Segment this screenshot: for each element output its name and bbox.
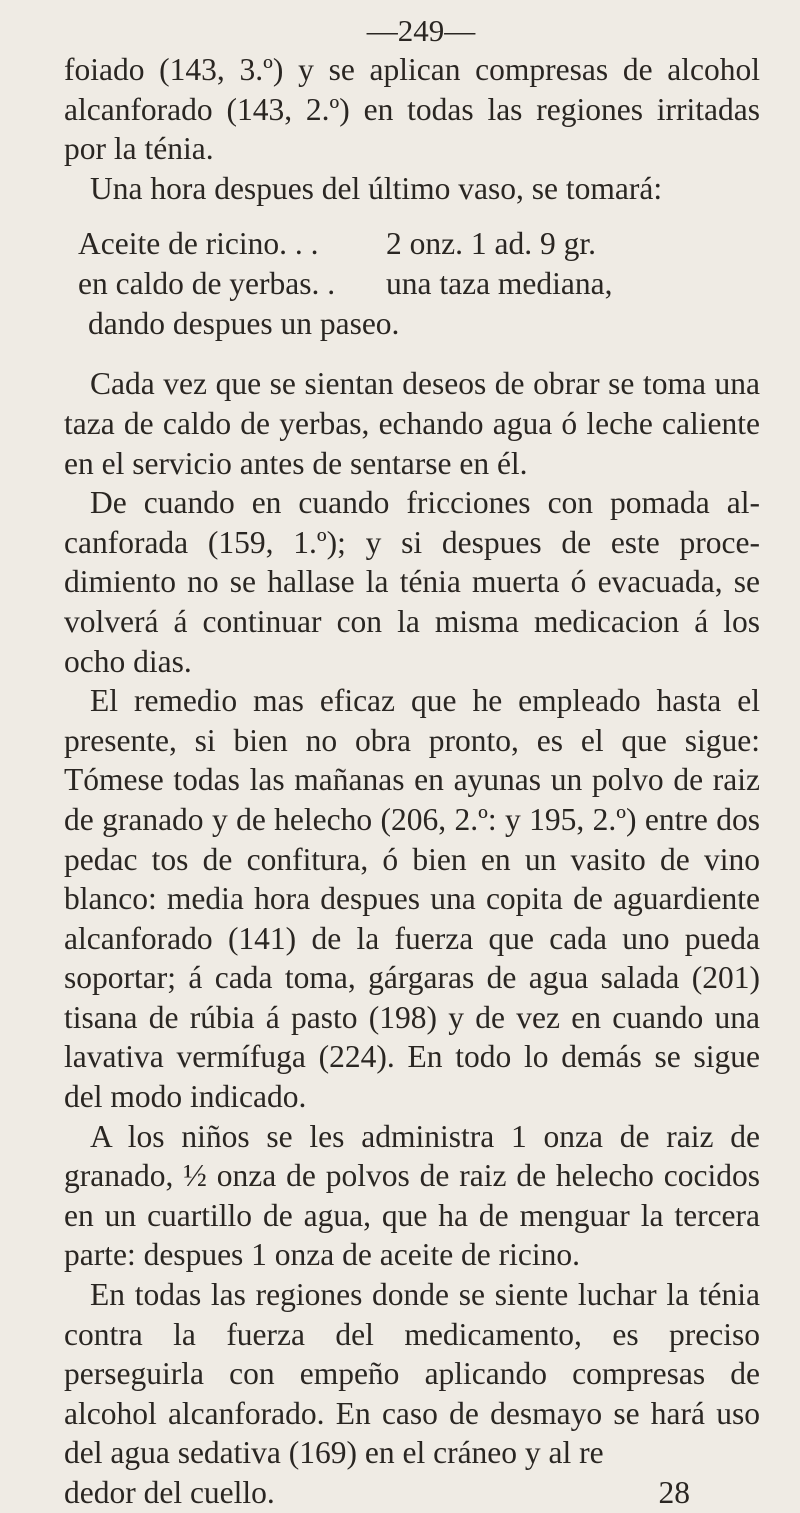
recipe-ingredient: Aceite de ricino. . . — [78, 226, 319, 262]
paragraph-2: Una hora despues del último vaso, se tomará: — [90, 170, 663, 206]
paragraph-5: El remedio mas eficaz que he empleado hasta el presente, si bien no obra pronto, es el que sigue: Tómese todas las mañanas en ayunas un polvo de raiz de granado y de helecho (206, 2.º: y 195, 2.º) entre dos pedac tos de confitura, ó bien en un vasito de vino blanco: media hora despues una copita de aguardiente alcanforado (141) de la fuerza que cada uno pueda soportar; á cada toma, gárgaras de agua salada (201) tisana de rúbia á pasto (198) y de vez en cuando una lavativa vermífuga (224). En todo lo demás se sigue del modo indicado. — [64, 683, 760, 1115]
paragraph-3: Cada vez que se sientan deseos de obrar se toma una taza de caldo de yerbas, echando agua ó leche caliente en el servicio antes de sentarse en él. — [64, 366, 760, 481]
recipe-row-1 — [64, 224, 760, 264]
signature-mark: 28 — [658, 1475, 690, 1510]
paragraph-6: A los niños se les administra 1 onza de raiz de granado, ½ onza de polvos de raiz de helecho cocidos en un cuartillo de agua, que ha de menguar la tercera parte: despues 1 onza de aceite de ricino. — [64, 1118, 760, 1273]
recipe-dose: una taza mediana, — [386, 266, 613, 302]
recipe-dose: 2 onz. 1 ad. 9 gr. — [386, 226, 596, 262]
recipe-row-2 — [64, 264, 760, 304]
recipe-note: dando despues un paseo. — [88, 306, 400, 342]
recipe-block — [64, 224, 760, 344]
paragraph-1: foiado (143, 3.º) y se aplican compresas de alcohol alcanforado (143, 2.º) en todas las regiones irritadas por la ténia. — [64, 52, 760, 167]
paragraph-7-last-line — [64, 1473, 760, 1513]
recipe-ingredient: en caldo de yerbas. . — [78, 266, 336, 302]
page-number: —249— — [366, 13, 476, 48]
paragraph-4: De cuando en cuando fricciones con pomada alcanforada (159, 1.º); y si despues de este procedimiento no se hallase la ténia muerta ó evacuada, se volverá á continuar con la misma medicacion á los ocho dias. — [64, 485, 760, 679]
paragraph-7: En todas las regiones donde se siente luchar la ténia contra la fuerza del medicamento, es preciso perseguirla con empeño aplicando compresas de alcohol alcanforado. En caso de desmayo se hará uso del agua sedativa (169) en el cráneo y al re — [64, 1277, 760, 1471]
last-line-text: dedor del cuello. — [64, 1475, 275, 1510]
